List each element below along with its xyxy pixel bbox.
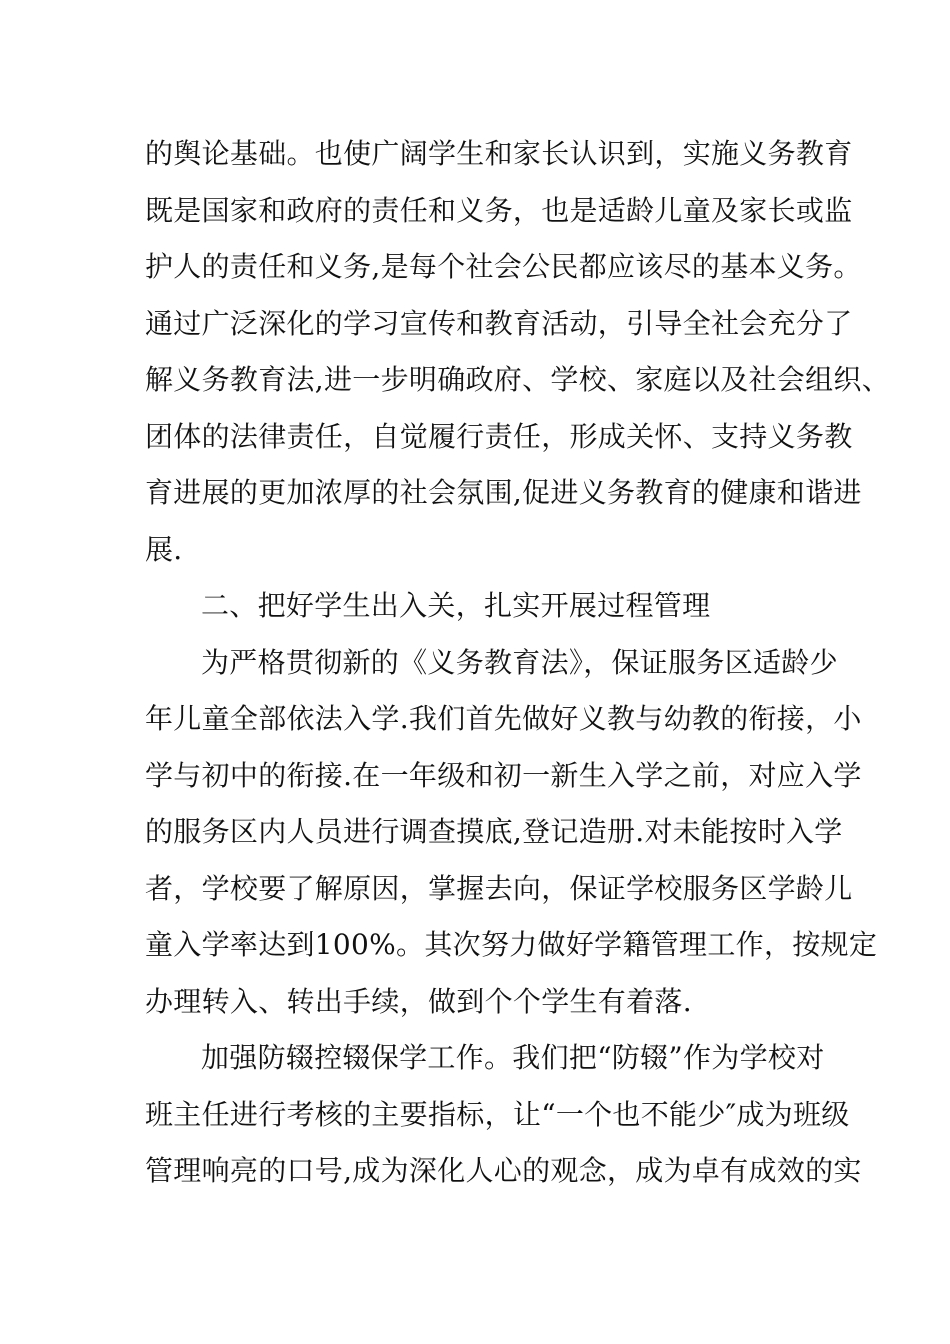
text-line: 年儿童全部依法入学.我们首先做好义教与幼教的衔接，小 (145, 702, 862, 735)
text-line: 的服务区内人员进行调查摸底,登记造册.对未能按时入学 (145, 815, 843, 848)
text-line: 团体的法律责任，自觉履行责任，形成关怀、支持义务教 (145, 419, 853, 453)
text-line: 童入学率达到100%。其次努力做好学籍管理工作，按规定 (145, 928, 878, 961)
text-line: 育进展的更加浓厚的社会氛围,促进义务教育的健康和谐进 (145, 476, 862, 509)
text-line: 通过广泛深化的学习宣传和教育活动，引导全社会充分了 (145, 306, 853, 340)
text-line: 学与初中的衔接.在一年级和初一新生入学之前，对应入学 (145, 758, 862, 792)
text-line: 既是国家和政府的责任和义务，也是适龄儿童及家长或监 (145, 193, 853, 227)
text-line: 者，学校要了解原因，掌握去向，保证学校服务区学龄儿 (145, 871, 853, 905)
text-line: 加强防辍控辍保学工作。我们把“防辍”作为学校对 (201, 1041, 825, 1074)
text-line: 展. (145, 532, 183, 566)
body-text (145, 126, 891, 1200)
text-line: 解义务教育法,进一步明确政府、学校、家庭以及社会组织、 (145, 363, 891, 396)
text-line: 的舆论基础。也使广阔学生和家长认识到，实施义务教育 (145, 137, 853, 170)
text-line: 管理响亮的口号,成为深化人心的观念，成为卓有成效的实 (145, 1154, 862, 1187)
text-line: 班主任进行考核的主要指标，让“一个也不能少″成为班级 (145, 1097, 850, 1131)
section-heading: 二、把好学生出入关，扎实开展过程管理 (201, 589, 711, 622)
text-line: 办理转入、转出手续，做到个个学生有着落. (145, 984, 692, 1018)
text-line: 护人的责任和义务,是每个社会公民都应该尽的基本义务。 (145, 250, 862, 283)
text-line: 为严格贯彻新的《义务教育法》，保证服务区适龄少 (201, 645, 838, 679)
